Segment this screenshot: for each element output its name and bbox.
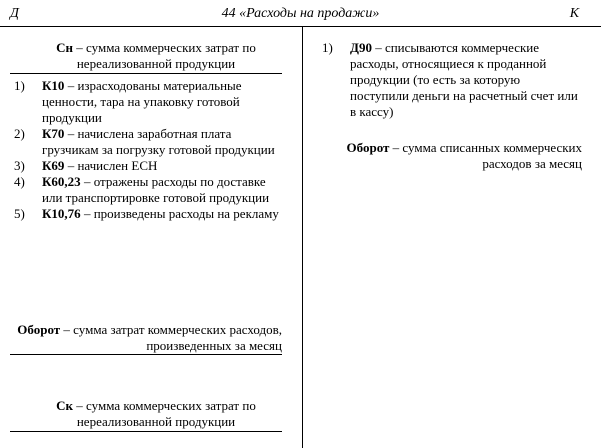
entry-text: – начислена заработная плата грузчикам за погрузку готовой продукции [42,126,275,157]
account-title: 44 «Расходы на продажи» [221,6,380,21]
entry-code: К10 [42,78,65,93]
entry-code: К70 [42,126,65,141]
entry-text: – отражены расходы по доставке или транспортировке готовой продукции [42,174,270,205]
debit-turnover [10,322,282,355]
entry-number: 1) [322,40,333,55]
opening-balance-code: Сн [56,40,74,55]
debit-entry [10,78,282,126]
debit-entry [10,174,282,206]
turnover-text: – сумма списанных коммерческих расходов за месяц [389,140,582,171]
entry-number: 5) [14,206,25,221]
debit-label: Д [10,6,19,21]
entry-code: К60,23 [42,174,81,189]
account-header [0,6,601,24]
entry-text: – произведены расходы на рекламу [80,206,279,221]
credit-entry [318,40,582,120]
entry-text: – начислен ЕСН [64,158,158,173]
credit-side [318,40,582,172]
opening-balance [10,40,282,74]
debit-entry [10,206,282,222]
t-account-horizontal-line [0,26,601,27]
closing-balance-code: Ск [56,398,74,413]
entry-number: 3) [14,158,25,173]
debit-entry [10,158,282,174]
credit-turnover [318,140,582,172]
debit-entries [10,78,282,222]
entry-code: К69 [42,158,65,173]
closing-balance-text: – сумма коммерческих затрат по нереализованной продукции [73,398,256,429]
turnover-text: – сумма затрат коммерческих расходов, произведенных за месяц [60,322,282,353]
t-account-vertical-line [302,26,303,448]
entry-code: К10,76 [42,206,81,221]
entry-number: 2) [14,126,25,141]
entry-text: – списываются коммерческие расходы, относящиеся к проданной продукции (то есть за которую поступили деньги на расчетный счет или в кассу) [350,40,578,119]
closing-balance [10,398,282,432]
entry-number: 1) [14,78,25,93]
entry-code: Д90 [350,40,372,55]
turnover-code: Оборот [17,322,61,337]
entry-number: 4) [14,174,25,189]
debit-entry [10,126,282,158]
credit-label: К [569,6,579,21]
credit-entries [318,40,582,120]
debit-side [10,40,282,222]
turnover-code: Оборот [346,140,390,155]
entry-text: – израсходованы материальные ценности, тара на упаковку готовой продукции [42,78,242,125]
opening-balance-text: – сумма коммерческих затрат по нереализованной продукции [73,40,256,71]
